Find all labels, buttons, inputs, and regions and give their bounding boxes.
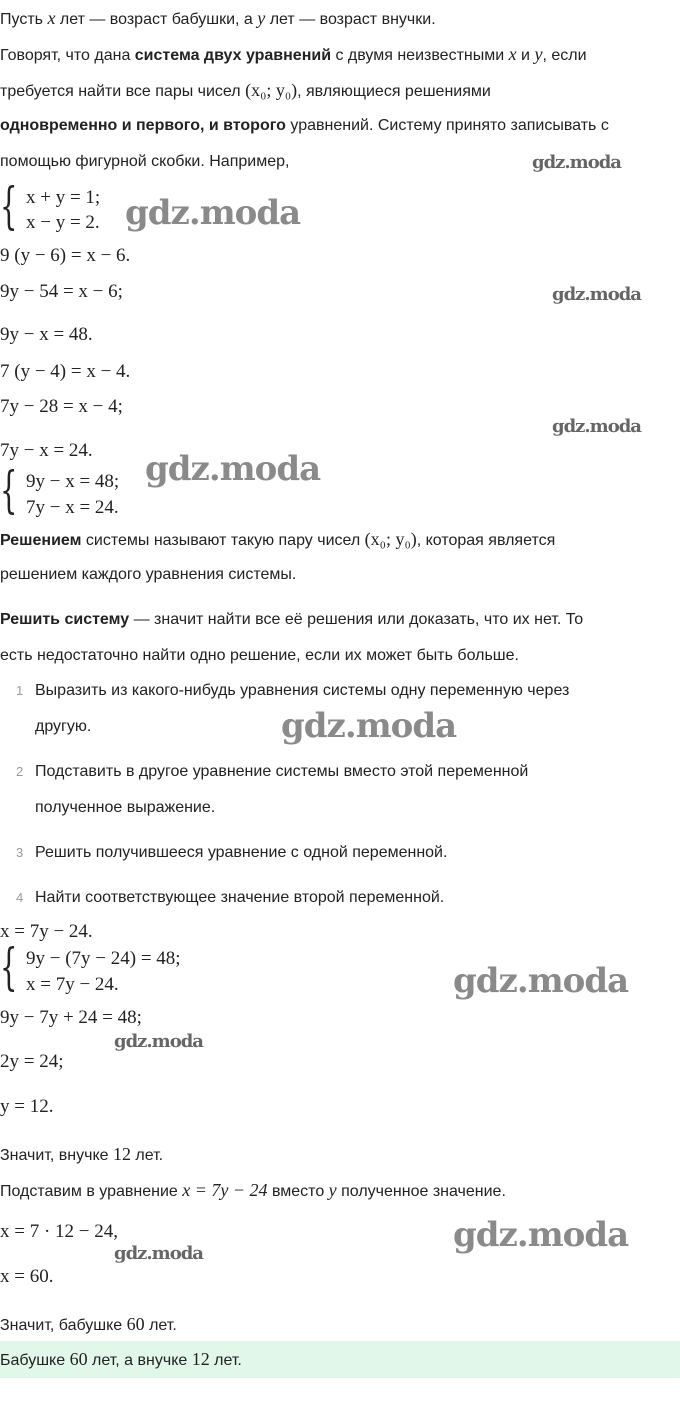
watermark: gdz.moda (552, 284, 641, 305)
system-line: x − y = 2. (26, 212, 100, 233)
system-2 (0, 938, 240, 1000)
step-text: Выразить из какого-нибудь уравнения системы одну переменную через (35, 682, 570, 699)
system-line: x + y = 1; (26, 187, 101, 208)
brace: { (0, 938, 18, 996)
watermark: gdz.moda (453, 1215, 629, 1255)
intro-line-5: помощью фигурной скобки. Например, (0, 153, 290, 170)
step-text: Найти соответствующее значение второй переменной. (35, 889, 445, 906)
step-item (0, 880, 680, 916)
equation: x = 60. (0, 1266, 54, 1287)
definition-line-2: решением каждого уравнения системы. (0, 566, 297, 583)
step-number: 2 (16, 764, 24, 779)
conclusion-granddaughter: Значит, внучке 12 лет. (0, 1144, 164, 1164)
equation: 7y − 28 = x − 4; (0, 396, 123, 417)
solve-line-2: есть недостаточно найти одно решение, если их может быть больше. (0, 647, 519, 664)
watermark: gdz.moda (114, 1243, 203, 1264)
watermark: gdz.moda (281, 706, 457, 746)
step-item (0, 835, 680, 871)
intro-line-2: Говорят, что дана система двух уравнений с двумя неизвестными x и y, если (0, 44, 587, 64)
watermark: gdz.moda (453, 961, 629, 1001)
equation: 9y − x = 48. (0, 324, 93, 345)
watermark: gdz.moda (114, 1031, 203, 1052)
equation: y = 12. (0, 1096, 54, 1117)
system-line: 9y − (7y − 24) = 48; (26, 948, 181, 969)
answer-box: Бабушке 60 лет, а внучке 12 лет. (0, 1341, 680, 1378)
step-number: 3 (16, 845, 24, 860)
system-line: 7y − x = 24. (26, 497, 119, 518)
step-text: Решить получившееся уравнение с одной переменной. (35, 844, 448, 861)
system-line: x = 7y − 24. (26, 974, 119, 995)
system-1 (0, 461, 160, 523)
step-text: другую. (35, 718, 92, 735)
brace: { (0, 461, 18, 519)
brace: { (0, 177, 18, 235)
solve-line-1: Решить систему — значит найти все её решения или доказать, что их нет. То (0, 611, 584, 628)
equation: x = 7 · 12 − 24, (0, 1221, 119, 1242)
step-number: 1 (16, 683, 24, 698)
equation: 7 (y − 4) = x − 4. (0, 361, 131, 382)
definition-line-1: Решением системы называют такую пару чисел (x₀; y₀), которая является (0, 529, 556, 549)
watermark: gdz.moda (532, 152, 621, 173)
substitution-text: Подставим в уравнение x = 7y − 24 вместо y полученное значение. (0, 1180, 506, 1200)
equation: 2y = 24; (0, 1051, 64, 1072)
step-text: полученное выражение. (35, 799, 216, 816)
intro-line-1: Пусть x лет — возраст бабушки, а y лет — возраст внучки. (0, 8, 436, 28)
intro-line-3: требуется найти все пары чисел (x₀; y₀), являющиеся решениями (0, 80, 491, 100)
equation: 7y − x = 24. (0, 440, 93, 461)
step-number: 4 (16, 890, 24, 905)
step-text: Подставить в другое уравнение системы вместо этой переменной (35, 763, 529, 780)
equation: 9y − 7y + 24 = 48; (0, 1007, 142, 1028)
step-item (0, 754, 680, 826)
equation: 9y − 54 = x − 6; (0, 281, 123, 302)
equation: x = 7y − 24. (0, 921, 93, 942)
system-line: 9y − x = 48; (26, 471, 120, 492)
conclusion-grandmother: Значит, бабушке 60 лет. (0, 1314, 177, 1334)
equation: 9 (y − 6) = x − 6. (0, 245, 131, 266)
intro-line-4: одновременно и первого, и второго уравнений. Систему принято записывать с (0, 117, 609, 134)
watermark: gdz.moda (125, 193, 301, 233)
watermark: gdz.moda (145, 449, 321, 489)
watermark: gdz.moda (552, 416, 641, 437)
